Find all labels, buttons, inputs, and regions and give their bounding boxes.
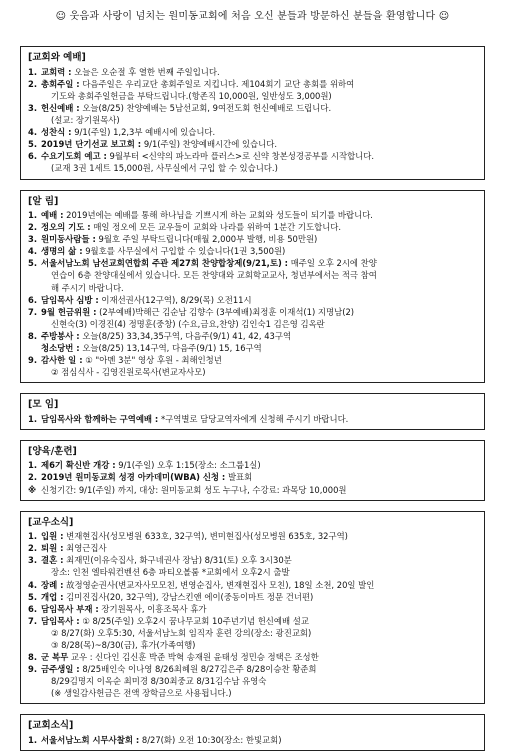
item-number: 2. <box>28 472 38 483</box>
item-text: 9/1(주일) 찬양예배시간에 있습니다. <box>143 139 277 150</box>
item-text: 기도와 총회주일헌금을 부탁드립니다.(항존직 10,000원, 일반성도 3,000원) <box>51 90 332 101</box>
item-body <box>41 78 476 102</box>
item-line <box>41 627 476 639</box>
item-text: 발표회 <box>227 472 253 483</box>
item-label: 9월 헌금위원 : <box>41 306 97 317</box>
list-item <box>28 221 476 233</box>
item-number: 8. <box>28 330 38 341</box>
section-title: [교우소식] <box>28 516 74 528</box>
list-item <box>28 459 476 471</box>
list-item <box>28 663 476 699</box>
section-title: [모 임] <box>28 399 59 411</box>
item-text: 오늘(8/25) 33,34,35구역, 다음주(9/1) 41, 42, 43구역 <box>82 330 292 341</box>
item-label: 담임목사 심방 : <box>41 294 99 305</box>
item-line <box>41 687 476 699</box>
item-body <box>41 591 476 603</box>
item-label: 제6기 확신반 개강 : <box>41 460 116 471</box>
item-number: 1. <box>28 413 38 424</box>
item-body <box>41 209 476 221</box>
list-item <box>28 603 476 615</box>
item-body <box>41 663 476 699</box>
item-line <box>41 294 476 306</box>
list-item <box>28 484 476 496</box>
item-text: 9월호를 사무실에서 구입할 수 있습니다(1권 3,500원) <box>85 246 286 257</box>
list-item <box>28 734 476 746</box>
item-number: 3. <box>28 234 38 245</box>
item-label: 생명의 삶 : <box>41 246 83 257</box>
item-body <box>41 221 476 233</box>
item-line <box>41 471 476 483</box>
list-item <box>28 579 476 591</box>
list-item <box>28 591 476 603</box>
item-text: *구역별로 담당교역자에게 신청해 주시기 바랍니다. <box>160 413 349 424</box>
item-line <box>41 579 476 591</box>
welcome-banner: ☺ 웃음과 사랑이 넘치는 원미동교회에 처음 오신 분들과 방문하신 분들을 환영합니다 ☺ <box>55 11 450 22</box>
item-body <box>41 233 476 245</box>
list-item <box>28 257 476 293</box>
item-text: 장기원목사, 이흥조목사 휴가 <box>101 603 207 614</box>
item-text: 교우 : 신다인 김신훈 박준 박혁 송재원 윤태성 정민승 정택은 조성한 <box>70 652 319 663</box>
item-label: 장례 : <box>41 579 64 590</box>
item-number: 2. <box>28 222 38 233</box>
item-number: 5. <box>28 139 38 150</box>
item-number: 3. <box>28 555 38 566</box>
item-body <box>41 603 476 615</box>
list-item <box>28 102 476 126</box>
item-label: 개업 : <box>41 591 64 602</box>
item-text: ② 점심식사 - 김영진원로목사(변교자사모) <box>51 367 206 378</box>
list-item <box>28 138 476 150</box>
item-line <box>41 639 476 651</box>
item-line <box>41 78 476 90</box>
list-item <box>28 530 476 542</box>
sections-container <box>20 46 485 751</box>
item-label: 정오의 기도 : <box>41 222 91 233</box>
item-line <box>41 413 476 425</box>
item-label: 헌신예배 : <box>41 102 80 113</box>
item-number: 6. <box>28 294 38 305</box>
list-item <box>28 554 476 578</box>
item-number: 9. <box>28 355 38 366</box>
item-line <box>41 591 476 603</box>
item-label: 수요기도회 예고 : <box>41 151 107 162</box>
item-text: 오늘은 오순절 후 열한 번째 주일입니다. <box>74 66 220 77</box>
section-box <box>20 393 485 430</box>
section-box <box>20 440 485 501</box>
item-number: 7. <box>28 615 38 626</box>
item-body <box>41 66 476 78</box>
item-text: 최영근집사 <box>66 543 107 554</box>
list-item <box>28 233 476 245</box>
item-number: 1. <box>28 734 38 745</box>
item-label: 서울서남노회 남선교회연합회 주관 제27회 찬양합창제(9/21,토) : <box>41 258 289 269</box>
item-body <box>41 413 476 425</box>
list-item <box>28 66 476 78</box>
item-text: 매일 정오에 모든 교우들이 교회와 나라를 위하여 1분간 기도합니다. <box>93 222 342 233</box>
item-label: 담임목사와 함께하는 구역예배 : <box>41 413 159 424</box>
item-body <box>41 484 476 496</box>
item-text: 故정영순권사(변교자사모모친, 변영순집사, 변재현집사 모친), 18일 소천, 20일 발인 <box>66 579 375 590</box>
item-number: ※ <box>28 484 37 495</box>
item-body <box>41 306 476 330</box>
item-text: 9/1(주일) 1,2,3부 예배시에 있습니다. <box>74 127 216 138</box>
list-item <box>28 78 476 102</box>
section-box <box>20 714 485 751</box>
section-box <box>20 511 485 705</box>
item-body <box>41 138 476 150</box>
item-line <box>41 162 476 174</box>
item-body <box>41 459 476 471</box>
item-line <box>41 734 476 746</box>
item-body <box>41 330 476 342</box>
item-label: 성찬식 : <box>41 127 72 138</box>
item-text: 다음주일은 우리교단 총회주일로 지킵니다. 제104회기 교단 총회를 위하여 <box>82 78 355 89</box>
item-text: 오늘(8/25) 찬양예배는 5남선교회, 9여전도회 헌신예배로 드립니다. <box>82 102 332 113</box>
item-number: 5. <box>28 591 38 602</box>
item-line <box>41 102 476 114</box>
item-text: 9월호 주일 부탁드립니다(매월 2,000부 발행, 비용 50만원) <box>98 234 318 245</box>
section-box <box>20 46 485 179</box>
list-item <box>28 209 476 221</box>
item-number: 3. <box>28 102 38 113</box>
item-text: 신청기간: 9/1(주일) 까지, 대상: 원미동교회 성도 누구나, 수강료: 과목당 10,000원 <box>41 484 347 495</box>
item-label: 원미동사람들 : <box>41 234 96 245</box>
item-line <box>41 366 476 378</box>
item-number: 8. <box>28 652 38 663</box>
item-label: 담임목사 부재 : <box>41 603 99 614</box>
item-line <box>41 150 476 162</box>
item-number: 4. <box>28 127 38 138</box>
item-body <box>41 554 476 578</box>
item-body <box>41 579 476 591</box>
item-label: 결혼 : <box>41 555 64 566</box>
section-box <box>20 190 485 384</box>
item-label: 군 복무 <box>41 652 69 663</box>
item-text: 해 주시기 바랍니다. <box>51 282 124 293</box>
item-text: ① "아멘 3분" 영상 후원 - 최해인청년 <box>85 355 222 366</box>
list-item <box>28 471 476 483</box>
item-line <box>41 663 476 675</box>
item-text: (2부예배)박해근 김순남 김향수 (3부예배)최정훈 이재석(1) 지명남(2) <box>99 306 355 317</box>
item-label: 교회력 : <box>41 66 72 77</box>
item-label: 감사한 일 : <box>41 355 83 366</box>
item-line <box>41 257 476 269</box>
item-text: 장소: 인천 엘타워컨벤션 6층 파티오볼룸 *교회에서 오후2시 출발 <box>51 567 290 578</box>
item-label: 퇴원 : <box>41 543 64 554</box>
item-line <box>41 114 476 126</box>
item-body <box>41 734 476 746</box>
list-item <box>28 150 476 174</box>
item-number: 1. <box>28 66 38 77</box>
item-number: 6. <box>28 151 38 162</box>
item-line <box>41 484 476 496</box>
item-line <box>41 269 476 281</box>
item-body <box>41 651 476 663</box>
item-text: 8/29김명지 이옥순 최미경 8/30최중교 8/31김수남 유영숙 <box>51 676 267 687</box>
item-number: 7. <box>28 306 38 317</box>
item-line <box>41 282 476 294</box>
item-label: 담임목사 : <box>41 615 80 626</box>
item-body <box>41 542 476 554</box>
item-text: 9월부터 <신약의 파노라마 플러스>로 신약 창본성경공부를 시작합니다. <box>109 151 375 162</box>
item-number: 4. <box>28 246 38 257</box>
item-text: 매주일 오후 2시에 찬양 <box>290 258 377 269</box>
list-item <box>28 126 476 138</box>
item-line <box>41 318 476 330</box>
item-number: 4. <box>28 579 38 590</box>
section-title: [양육/훈련] <box>28 445 77 457</box>
item-text: 이재선권사(12구역), 8/29(목) 오전11시 <box>101 294 252 305</box>
item-number: 1. <box>28 460 38 471</box>
section-title: [알 림] <box>28 195 59 207</box>
item-line <box>41 342 476 354</box>
item-label: 2019년 단기선교 보고회 : <box>41 139 142 150</box>
item-line <box>41 221 476 233</box>
item-body <box>41 126 476 138</box>
item-line <box>41 306 476 318</box>
item-number: 1. <box>28 531 38 542</box>
list-item <box>28 354 476 378</box>
item-label: 2019년 원미동교회 성경 아카데미(WBA) 신청 : <box>41 472 226 483</box>
item-number <box>28 342 41 354</box>
list-item <box>28 542 476 554</box>
item-body <box>41 257 476 293</box>
list-item <box>28 294 476 306</box>
item-line <box>41 90 476 102</box>
item-label: 주방봉사 : <box>41 330 80 341</box>
item-body <box>41 102 476 126</box>
item-line <box>41 651 476 663</box>
item-text: 2019년에는 예배를 통해 하나님을 기쁘시게 하는 교회와 성도들이 되기를 바랍니다. <box>66 210 373 220</box>
item-text: 김미진집사(20, 32구역), 강남스킨앤 에이(중동이마트 정문 건너편) <box>66 591 314 602</box>
list-item <box>28 306 476 330</box>
item-line <box>41 542 476 554</box>
item-text: ② 8/27(화) 오후5:30, 서울서남노회 임직자 훈련 강의(장소: 광진교회) <box>51 627 312 638</box>
item-line <box>41 245 476 257</box>
item-body <box>41 354 476 378</box>
item-text: 신현숙(3) 이경진(4) 정명훈(중창) (수요,금요,찬양) 김인숙1 김은영 김옥란 <box>51 318 325 329</box>
item-line <box>41 126 476 138</box>
item-body <box>41 150 476 174</box>
item-body <box>41 245 476 257</box>
item-text: ① 8/25(주일) 오후2시 꿈나무교회 10주년기념 헌신예배 설교 <box>82 615 309 626</box>
item-line <box>41 233 476 245</box>
item-line <box>41 530 476 542</box>
item-line <box>41 566 476 578</box>
item-line <box>41 554 476 566</box>
item-line <box>41 603 476 615</box>
item-number: 2. <box>28 78 38 89</box>
item-label: 총회주일 : <box>41 78 80 89</box>
item-line <box>41 675 476 687</box>
item-body <box>41 342 476 354</box>
list-item <box>28 413 476 425</box>
item-line <box>41 138 476 150</box>
item-label: 입원 : <box>41 531 64 542</box>
item-label: 서울서남노회 시무사찰회 : <box>41 734 140 745</box>
item-body <box>41 530 476 542</box>
item-line <box>41 330 476 342</box>
item-line <box>41 615 476 627</box>
item-text: 8/25배인숙 이나영 8/26최혜원 8/27김은주 8/28이승찬 황준희 <box>82 664 317 675</box>
item-text: 연습이 6층 찬양대실에서 있습니다. 모든 찬양대와 교회학교교사, 청년부에서는 적극 참여 <box>51 270 377 281</box>
item-text: (교재 3권 1세트 15,000원, 사무실에서 구입 할 수 있습니다.) <box>51 163 278 174</box>
item-label: 예배 : <box>41 210 64 220</box>
item-text: 8/27(화) 오전 10:30(장소: 한빛교회) <box>141 734 282 745</box>
item-label: 금주생일 : <box>41 664 80 675</box>
item-body <box>41 471 476 483</box>
item-text: ③ 8/28(목)~8/30(금), 휴가(가족여행) <box>51 639 196 650</box>
item-number: 9. <box>28 664 38 675</box>
item-label: 청소당번 : <box>41 343 80 354</box>
list-item <box>28 245 476 257</box>
item-line <box>41 209 476 221</box>
item-text: (설교: 장기원목사) <box>51 115 120 126</box>
list-item <box>28 651 476 663</box>
list-item <box>28 342 476 354</box>
item-line <box>41 66 476 78</box>
list-item <box>28 615 476 651</box>
list-item <box>28 330 476 342</box>
item-body <box>41 294 476 306</box>
item-number: 5. <box>28 258 38 269</box>
section-title: [교회와 예배] <box>28 52 86 64</box>
item-text: (※ 생일감사헌금은 전액 장학금으로 사용됩니다.) <box>51 688 232 699</box>
item-number: 2. <box>28 543 38 554</box>
item-text: 9/1(주일) 오후 1:15(장소: 소그룹1실) <box>118 460 261 471</box>
item-text: 최재민(이유숙집사, 화구네권사 장남) 8/31(토) 오후 3시30분 <box>66 555 292 566</box>
item-line <box>41 354 476 366</box>
item-text: 변재현집사(성모병원 633호, 32구역), 변미현집사(성모병원 635호, 32구역) <box>66 531 348 542</box>
item-line <box>41 459 476 471</box>
section-title: [교회소식] <box>28 720 74 732</box>
item-text: 오늘(8/25) 13,14구역, 다음주(9/1) 15, 16구역 <box>82 343 262 354</box>
item-number: 1. <box>28 210 38 220</box>
item-body <box>41 615 476 651</box>
item-number: 6. <box>28 603 38 614</box>
